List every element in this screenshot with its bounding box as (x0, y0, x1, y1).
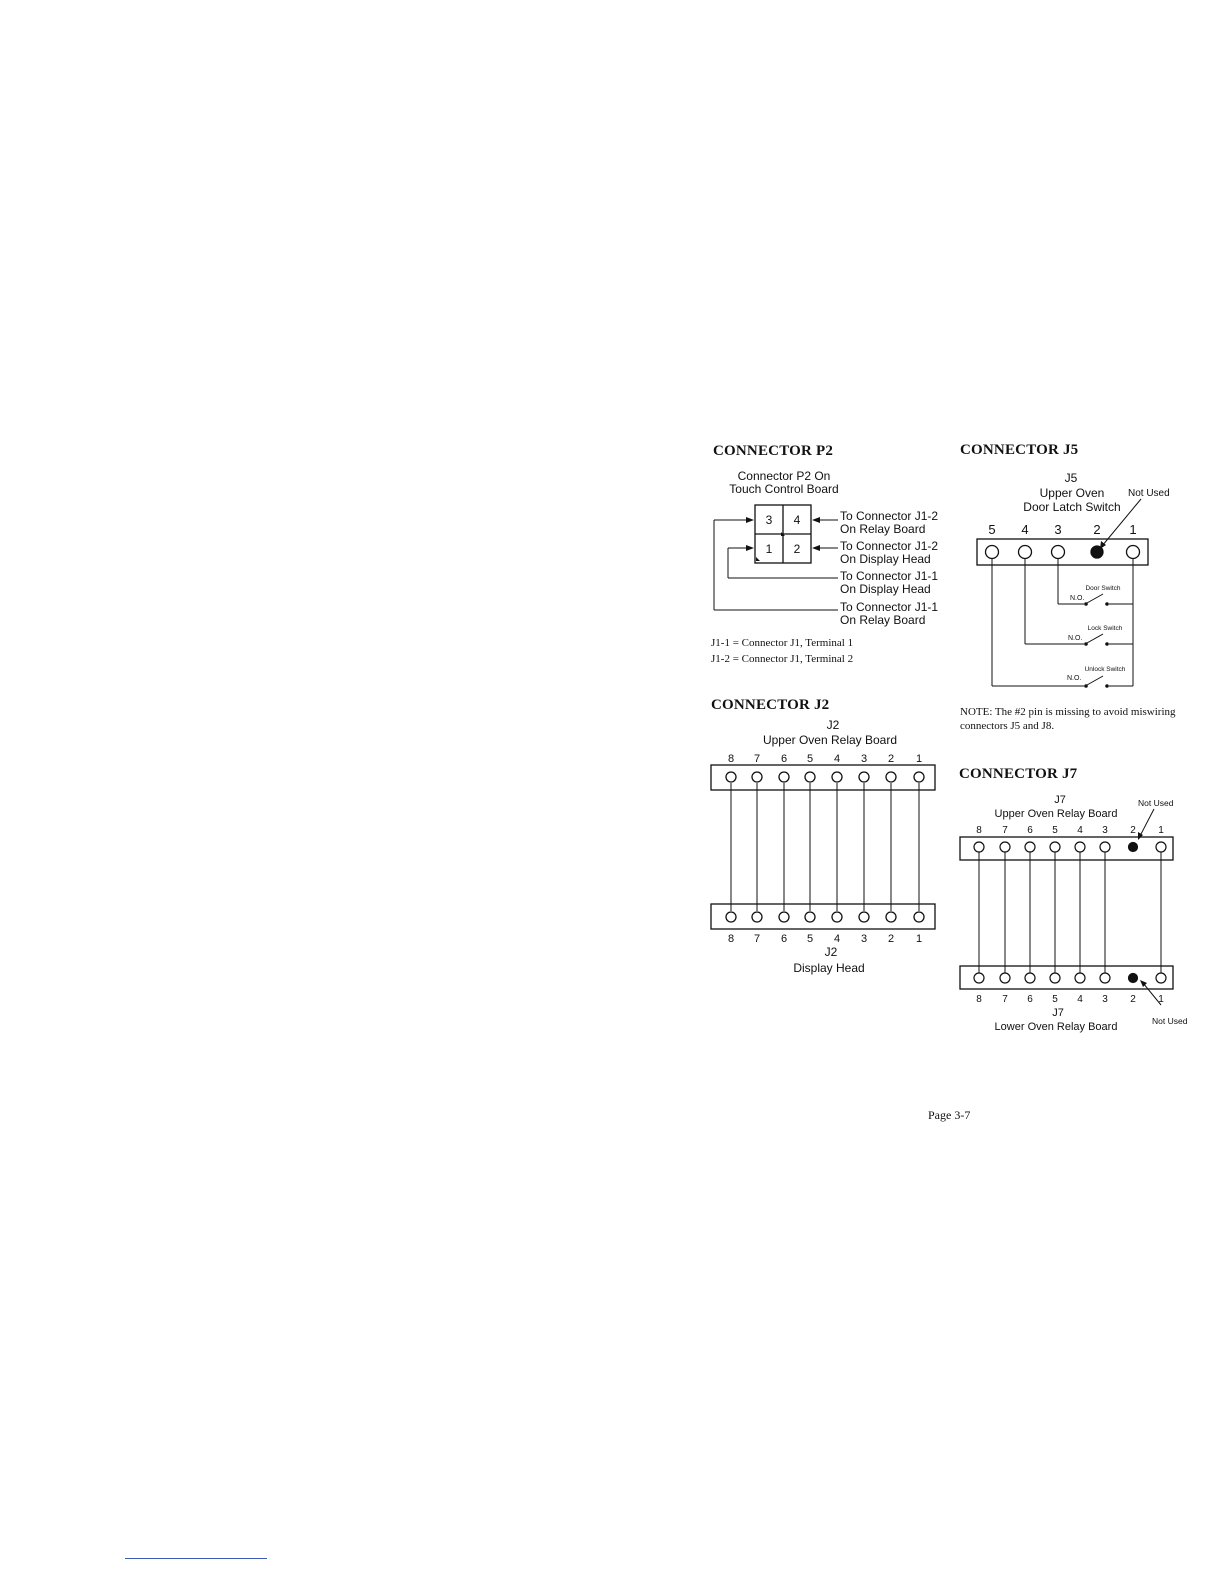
j2-top-pin (886, 772, 896, 782)
j2-top-pin (805, 772, 815, 782)
j5-no-unlock: N.O. (1067, 675, 1082, 682)
j5-no-door: N.O. (1070, 595, 1085, 602)
j2-top-pin (914, 772, 924, 782)
j5-pin-label: 5 (988, 522, 996, 537)
j7-top-connector (960, 837, 1173, 860)
j2-top-pin (859, 772, 869, 782)
j2-bottom-name: J2 (824, 945, 838, 959)
j2-bottom-pin (886, 912, 896, 922)
p2-legend-1: J1-1 = Connector J1, Terminal 1 (711, 637, 854, 649)
j7-bottom-pin-label: 7 (1002, 994, 1008, 1005)
j7-top-pin-label: 1 (1158, 825, 1164, 836)
j7-top-unused-pin (1129, 843, 1138, 852)
j5-pin-label: 4 (1021, 522, 1029, 537)
j5-pin (1052, 546, 1065, 559)
j2-top-pin-label: 5 (806, 753, 814, 765)
j7-top-pin (974, 842, 984, 852)
j5-diagram (960, 462, 1200, 692)
j2-top-pin (726, 772, 736, 782)
j7-top-pin-label: 6 (1027, 825, 1033, 836)
p2-label-1a: To Connector J1-2 (840, 509, 939, 523)
j7-top-name: J7 (1054, 794, 1066, 806)
j2-bottom-pin (805, 912, 815, 922)
j7-bottom-pin (1156, 973, 1166, 983)
j2-top-pin-label: 2 (887, 753, 895, 765)
p2-label-3a: To Connector J1-1 (840, 569, 939, 583)
j7-top-pin (1025, 842, 1035, 852)
p2-label-4a: To Connector J1-1 (840, 600, 939, 614)
j2-top-pin-label: 7 (753, 753, 761, 765)
j2-heading: CONNECTOR J2 (711, 697, 830, 713)
j7-bottom-pin-label: 6 (1027, 994, 1033, 1005)
j7-top-pin-label: 3 (1102, 825, 1108, 836)
j2-bottom-pin-label: 2 (887, 933, 895, 945)
p2-legend-2: J1-2 = Connector J1, Terminal 2 (711, 653, 854, 665)
j7-bottom-pin (1025, 973, 1035, 983)
j2-bottom-pin (779, 912, 789, 922)
j2-top-pin-label: 4 (833, 753, 841, 765)
j2-bottom-pin-label: 6 (780, 933, 788, 945)
j7-bottom-board: Lower Oven Relay Board (994, 1021, 1118, 1033)
j2-bottom-pin-label: 4 (833, 933, 841, 945)
j2-top-connector (711, 765, 935, 790)
j7-bottom-name: J7 (1052, 1007, 1064, 1019)
p2-cell-4: 4 (793, 513, 801, 527)
j7-heading: CONNECTOR J7 (959, 766, 1078, 782)
j7-bottom-pin-label: 5 (1052, 994, 1058, 1005)
p2-diagram (700, 462, 960, 637)
j5-line2: Upper Oven (1039, 486, 1105, 500)
j2-bottom-pin (752, 912, 762, 922)
j2-top-pin-label: 8 (727, 753, 735, 765)
j7-top-pin-label: 2 (1130, 825, 1136, 836)
p2-cell-3: 3 (765, 513, 773, 527)
j7-top-pin-label: 4 (1077, 825, 1083, 836)
j2-bottom-connector (711, 904, 935, 929)
j2-bottom-pin-label: 7 (753, 933, 761, 945)
j5-note: NOTE: The #2 pin is missing to avoid miswiring connectors J5 and J8. (960, 706, 1176, 732)
j7-bottom-pin-label: 2 (1130, 994, 1136, 1005)
page-number: Page 3-7 (928, 1108, 971, 1122)
j5-pin-label: 1 (1129, 522, 1137, 537)
j7-top-board: Upper Oven Relay Board (994, 808, 1118, 820)
j5-heading: CONNECTOR J5 (960, 442, 1079, 458)
j7-top-pin-label: 8 (976, 825, 982, 836)
j7-bottom-pin-label: 1 (1158, 994, 1164, 1005)
j7-top-pin-label: 5 (1052, 825, 1058, 836)
j2-bottom-pin (726, 912, 736, 922)
p2-cell-2: 2 (793, 542, 801, 556)
j7-top-pin (1075, 842, 1085, 852)
j2-bottom-pin-label: 8 (727, 933, 735, 945)
p2-label-3b: On Display Head (840, 582, 931, 596)
j7-not-used-bottom: Not Used (1152, 1016, 1188, 1026)
j2-bottom-pin (859, 912, 869, 922)
j7-bottom-pin-label: 8 (976, 994, 982, 1005)
p2-heading: CONNECTOR P2 (713, 443, 834, 459)
p2-label-4b: On Relay Board (840, 613, 926, 627)
j7-not-used-top: Not Used (1138, 798, 1174, 808)
j7-bottom-pin (1100, 973, 1110, 983)
j5-pin (986, 546, 999, 559)
j7-bottom-unused-pin (1129, 974, 1138, 983)
j2-bottom-pin (832, 912, 842, 922)
j7-bottom-pin-label: 3 (1102, 994, 1108, 1005)
j5-no-lock: N.O. (1068, 635, 1083, 642)
p2-label-2a: To Connector J1-2 (840, 539, 939, 553)
j7-top-pin-label: 7 (1002, 825, 1008, 836)
j2-top-pin-label: 3 (860, 753, 868, 765)
p2-label-2b: On Display Head (840, 552, 931, 566)
j2-top-pin (832, 772, 842, 782)
j5-switch-unlock: Unlock Switch (1084, 666, 1126, 673)
j7-diagram (955, 788, 1195, 1038)
j2-top-name: J2 (826, 718, 840, 732)
j2-bottom-pin-label: 3 (860, 933, 868, 945)
j5-switch-door: Door Switch (1085, 585, 1121, 592)
j7-top-pin (1000, 842, 1010, 852)
j7-bottom-pin (1075, 973, 1085, 983)
j2-bottom-pin-label: 5 (806, 933, 814, 945)
p2-title-line2: Touch Control Board (729, 482, 839, 496)
j5-line3: Door Latch Switch (1023, 500, 1121, 514)
p2-cell-1: 1 (765, 542, 773, 556)
j7-bottom-pin-label: 4 (1077, 994, 1083, 1005)
j2-bottom-board: Display Head (793, 961, 865, 975)
j2-bottom-pin-label: 1 (915, 933, 923, 945)
j7-bottom-pin (974, 973, 984, 983)
j2-top-pin (752, 772, 762, 782)
bottom-rule (125, 1558, 267, 1559)
j7-bottom-pin (1000, 973, 1010, 983)
j2-top-board: Upper Oven Relay Board (762, 733, 898, 747)
j5-not-used: Not Used (1128, 488, 1170, 499)
j5-switch-lock: Lock Switch (1087, 625, 1123, 632)
j5-pin (1019, 546, 1032, 559)
j5-pin-label: 2 (1093, 522, 1101, 537)
j2-top-pin (779, 772, 789, 782)
j7-top-pin (1100, 842, 1110, 852)
j2-top-pin-label: 1 (915, 753, 923, 765)
j5-name: J5 (1064, 471, 1078, 485)
j5-pin-label: 3 (1054, 522, 1062, 537)
j2-top-pin-label: 6 (780, 753, 788, 765)
j2-diagram (705, 712, 945, 982)
j5-pin (1127, 546, 1140, 559)
j7-bottom-pin (1050, 973, 1060, 983)
p2-label-1b: On Relay Board (840, 522, 926, 536)
j7-top-pin (1050, 842, 1060, 852)
p2-title-line1: Connector P2 On (737, 469, 831, 483)
j2-bottom-pin (914, 912, 924, 922)
j5-missing-pin (1091, 546, 1103, 558)
j7-bottom-connector (960, 966, 1173, 989)
j7-top-pin (1156, 842, 1166, 852)
